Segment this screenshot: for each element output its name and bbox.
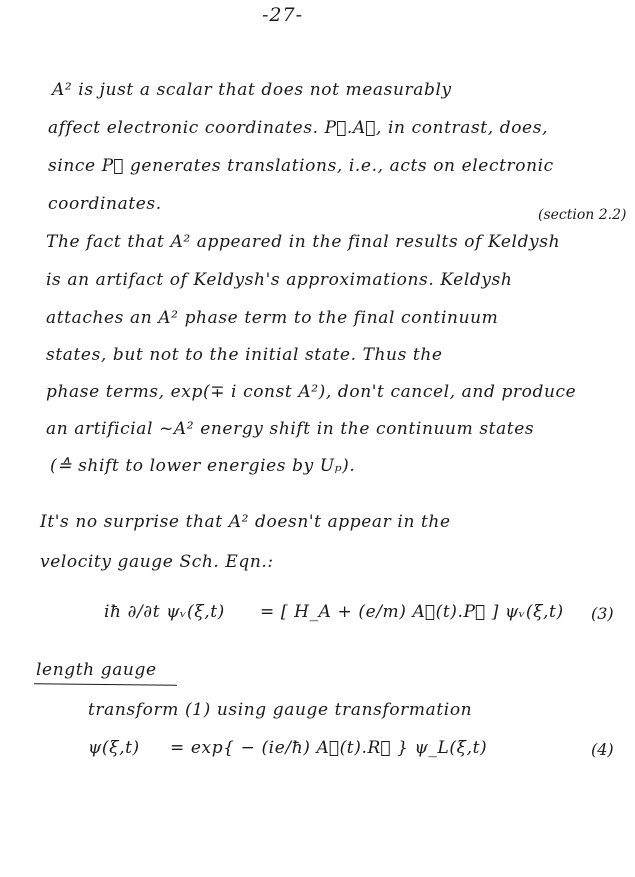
equation-4-number: (4) [591, 740, 614, 759]
text-line-3: since P⃗ generates translations, i.e., acts on electronic [48, 156, 554, 176]
equation-4-lhs: ψ(ξ,t) [88, 738, 140, 758]
heading-underline [34, 683, 177, 685]
text-line-8: states, but not to the initial state. Thus the [46, 345, 443, 365]
section-heading: length gauge [36, 660, 157, 680]
text-line-9: phase terms, exp(∓ i const A²), don't cancel, and produce [46, 382, 577, 402]
section-annotation: (section 2.2) [538, 207, 627, 223]
text-line-11: (≙ shift to lower energies by Uₚ). [50, 456, 356, 476]
text-line-7: attaches an A² phase term to the final continuum [46, 308, 499, 328]
transform-line: transform (1) using gauge transformation [88, 700, 473, 720]
text-line-12: It's no surprise that A² doesn't appear in the [40, 512, 451, 532]
equation-3-lhs: iħ ∂/∂t ψᵥ(ξ,t) [104, 602, 225, 622]
text-line-13: velocity gauge Sch. Eqn.: [40, 552, 274, 572]
text-line-6: is an artifact of Keldysh's approximations. Keldysh [46, 270, 513, 290]
text-line-1: A² is just a scalar that does not measurably [52, 80, 452, 100]
text-line-10: an artificial ~A² energy shift in the continuum states [46, 419, 535, 439]
text-line-2: affect electronic coordinates. P⃗.A⃗, in contrast, does, [48, 118, 549, 138]
equation-3-rhs: = [ H_A + (e/m) A⃗(t).P⃗ ] ψᵥ(ξ,t) [260, 602, 564, 622]
text-line-5: The fact that A² appeared in the final results of Keldysh [46, 232, 561, 252]
equation-3-number: (3) [591, 604, 614, 623]
page-number: -27- [262, 4, 304, 26]
equation-4-rhs: = exp{ − (ie/ħ) A⃗(t).R⃗ } ψ_L(ξ,t) [170, 738, 488, 758]
text-line-4: coordinates. [48, 194, 162, 214]
